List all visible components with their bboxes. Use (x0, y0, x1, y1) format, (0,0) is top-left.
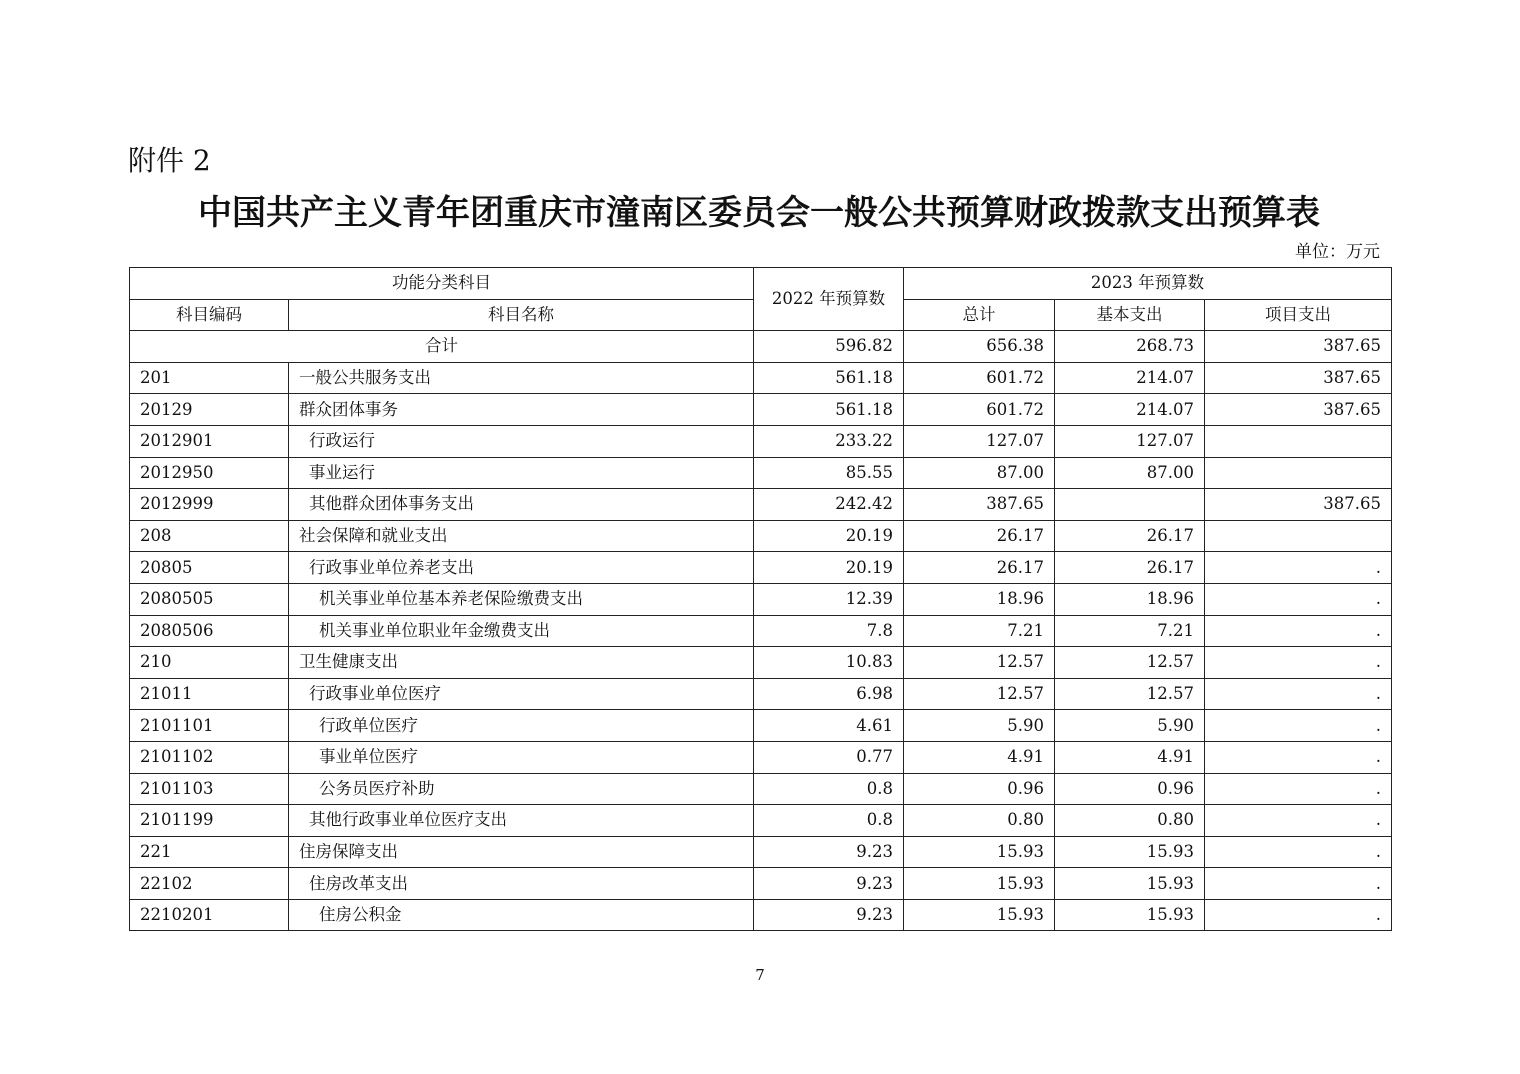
row-y2022: 0.8 (754, 773, 904, 805)
row-code: 22102 (130, 868, 289, 900)
row-code: 2101102 (130, 741, 289, 773)
table-row (130, 583, 1392, 615)
row-total: 387.65 (904, 489, 1055, 521)
row-project: . (1205, 773, 1392, 805)
table-row (130, 489, 1392, 521)
row-basic: 15.93 (1055, 868, 1205, 900)
total-basic: 268.73 (1055, 331, 1205, 363)
table-row (130, 868, 1392, 900)
row-y2022: 20.19 (754, 520, 904, 552)
row-basic: 26.17 (1055, 520, 1205, 552)
table-row (130, 805, 1392, 837)
row-name: 行政运行 (289, 425, 754, 457)
row-y2022: 6.98 (754, 678, 904, 710)
table-row (130, 647, 1392, 679)
row-basic: 12.57 (1055, 647, 1205, 679)
code-header: 科目编码 (130, 299, 289, 331)
row-total: 0.96 (904, 773, 1055, 805)
row-code: 20805 (130, 552, 289, 584)
row-total: 15.93 (904, 868, 1055, 900)
page-number: 7 (755, 966, 765, 984)
table-row (130, 362, 1392, 394)
row-project: . (1205, 647, 1392, 679)
total-total: 656.38 (904, 331, 1055, 363)
row-project: . (1205, 741, 1392, 773)
row-project (1205, 425, 1392, 457)
table-row (130, 394, 1392, 426)
func-category-header: 功能分类科目 (130, 268, 754, 300)
row-total: 5.90 (904, 710, 1055, 742)
row-total: 15.93 (904, 899, 1055, 931)
budget-table (129, 267, 1392, 931)
row-y2022: 20.19 (754, 552, 904, 584)
row-y2022: 7.8 (754, 615, 904, 647)
total-header: 总计 (904, 299, 1055, 331)
row-code: 2012950 (130, 457, 289, 489)
row-y2022: 561.18 (754, 362, 904, 394)
row-total: 18.96 (904, 583, 1055, 615)
table-row (130, 552, 1392, 584)
row-project: 387.65 (1205, 394, 1392, 426)
row-code: 208 (130, 520, 289, 552)
total-project: 387.65 (1205, 331, 1392, 363)
table-row (130, 710, 1392, 742)
row-name: 住房保障支出 (289, 836, 754, 868)
total-label: 合计 (130, 331, 754, 363)
row-y2022: 4.61 (754, 710, 904, 742)
row-total: 601.72 (904, 362, 1055, 394)
row-name: 住房改革支出 (289, 868, 754, 900)
row-total: 7.21 (904, 615, 1055, 647)
row-code: 2101101 (130, 710, 289, 742)
row-basic: 127.07 (1055, 425, 1205, 457)
row-name: 群众团体事务 (289, 394, 754, 426)
table-row (130, 741, 1392, 773)
row-code: 2101103 (130, 773, 289, 805)
row-code: 2012901 (130, 425, 289, 457)
table-row (130, 457, 1392, 489)
row-total: 12.57 (904, 647, 1055, 679)
row-basic: 12.57 (1055, 678, 1205, 710)
row-total: 26.17 (904, 520, 1055, 552)
row-project: . (1205, 805, 1392, 837)
unit-label: 单位：万元 (1295, 242, 1380, 262)
table-row (130, 678, 1392, 710)
row-y2022: 233.22 (754, 425, 904, 457)
row-y2022: 9.23 (754, 868, 904, 900)
row-total: 87.00 (904, 457, 1055, 489)
row-name: 住房公积金 (289, 899, 754, 931)
row-y2022: 242.42 (754, 489, 904, 521)
row-name: 机关事业单位职业年金缴费支出 (289, 615, 754, 647)
project-header: 项目支出 (1205, 299, 1392, 331)
row-total: 601.72 (904, 394, 1055, 426)
row-code: 221 (130, 836, 289, 868)
row-project: . (1205, 615, 1392, 647)
row-basic: 214.07 (1055, 394, 1205, 426)
header-row-1 (130, 268, 1392, 300)
row-project: 387.65 (1205, 362, 1392, 394)
row-basic: 0.96 (1055, 773, 1205, 805)
row-total: 127.07 (904, 425, 1055, 457)
row-y2022: 9.23 (754, 836, 904, 868)
row-name: 事业运行 (289, 457, 754, 489)
document-title: 中国共产主义青年团重庆市潼南区委员会一般公共预算财政拨款支出预算表 (198, 193, 1320, 233)
row-name: 卫生健康支出 (289, 647, 754, 679)
name-header: 科目名称 (289, 299, 754, 331)
total-y2022: 596.82 (754, 331, 904, 363)
row-name: 其他行政事业单位医疗支出 (289, 805, 754, 837)
row-total: 15.93 (904, 836, 1055, 868)
row-basic: 0.80 (1055, 805, 1205, 837)
row-basic: 15.93 (1055, 836, 1205, 868)
row-y2022: 9.23 (754, 899, 904, 931)
row-code: 201 (130, 362, 289, 394)
row-code: 2101199 (130, 805, 289, 837)
row-name: 机关事业单位基本养老保险缴费支出 (289, 583, 754, 615)
row-code: 2080506 (130, 615, 289, 647)
row-name: 事业单位医疗 (289, 741, 754, 773)
row-name: 公务员医疗补助 (289, 773, 754, 805)
row-y2022: 85.55 (754, 457, 904, 489)
row-code: 21011 (130, 678, 289, 710)
basic-header: 基本支出 (1055, 299, 1205, 331)
row-basic: 18.96 (1055, 583, 1205, 615)
table-row (130, 425, 1392, 457)
row-project: . (1205, 836, 1392, 868)
table-row (130, 615, 1392, 647)
row-project (1205, 457, 1392, 489)
row-code: 2012999 (130, 489, 289, 521)
row-project: . (1205, 868, 1392, 900)
row-total: 4.91 (904, 741, 1055, 773)
row-name: 行政单位医疗 (289, 710, 754, 742)
row-basic: 7.21 (1055, 615, 1205, 647)
row-project: . (1205, 678, 1392, 710)
row-basic: 214.07 (1055, 362, 1205, 394)
row-project (1205, 520, 1392, 552)
row-basic (1055, 489, 1205, 521)
row-y2022: 0.8 (754, 805, 904, 837)
attachment-label: 附件 2 (128, 144, 211, 177)
row-code: 2080505 (130, 583, 289, 615)
row-basic: 4.91 (1055, 741, 1205, 773)
row-y2022: 561.18 (754, 394, 904, 426)
table-row (130, 836, 1392, 868)
row-name: 社会保障和就业支出 (289, 520, 754, 552)
total-row (130, 331, 1392, 363)
row-y2022: 10.83 (754, 647, 904, 679)
row-basic: 87.00 (1055, 457, 1205, 489)
row-code: 210 (130, 647, 289, 679)
row-name: 其他群众团体事务支出 (289, 489, 754, 521)
row-code: 2210201 (130, 899, 289, 931)
row-name: 一般公共服务支出 (289, 362, 754, 394)
row-total: 12.57 (904, 678, 1055, 710)
row-y2022: 12.39 (754, 583, 904, 615)
row-name: 行政事业单位医疗 (289, 678, 754, 710)
table-row (130, 520, 1392, 552)
row-project: . (1205, 583, 1392, 615)
table-row (130, 899, 1392, 931)
row-basic: 5.90 (1055, 710, 1205, 742)
row-total: 0.80 (904, 805, 1055, 837)
year2023-header: 2023 年预算数 (904, 268, 1392, 300)
row-basic: 15.93 (1055, 899, 1205, 931)
year2022-header: 2022 年预算数 (754, 268, 904, 331)
row-name: 行政事业单位养老支出 (289, 552, 754, 584)
row-basic: 26.17 (1055, 552, 1205, 584)
row-project: 387.65 (1205, 489, 1392, 521)
row-total: 26.17 (904, 552, 1055, 584)
row-project: . (1205, 552, 1392, 584)
table-row (130, 773, 1392, 805)
row-project: . (1205, 710, 1392, 742)
row-project: . (1205, 899, 1392, 931)
row-code: 20129 (130, 394, 289, 426)
row-y2022: 0.77 (754, 741, 904, 773)
